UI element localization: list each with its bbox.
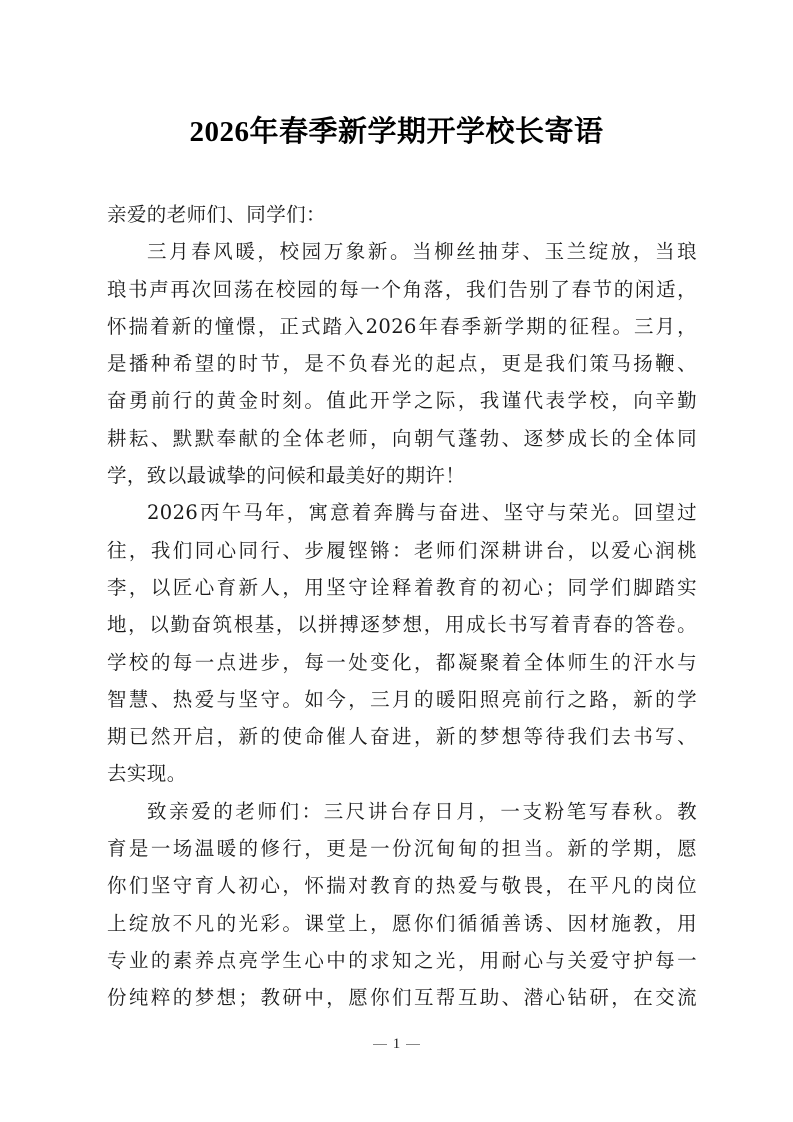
- text-line: 是播种希望的时节，是不负春光的起点，更是我们策马扬鞭、: [107, 352, 697, 376]
- text-line: 育是一场温暖的修行，更是一份沉甸甸的担当。新的学期，愿: [107, 837, 697, 861]
- text-line: 亲爱的老师们、同学们：: [107, 203, 326, 226]
- text-line: 期已然开启，新的使命催人奋进，新的梦想等待我们去书写、: [107, 725, 697, 749]
- text-line: 耕耘、默默奉献的全体老师，向朝气蓬勃、逐梦成长的全体同: [107, 426, 697, 450]
- text-line: 去实现。: [107, 762, 187, 786]
- document-body: [107, 196, 697, 1017]
- text-line: 智慧、热爱与坚守。如今，三月的暖阳照亮前行之路，新的学: [107, 687, 697, 711]
- text-line: 三月春风暖，校园万象新。当柳丝抽芽、玉兰绽放，当琅: [147, 240, 697, 264]
- text-line: 份纯粹的梦想；教研中，愿你们互帮互助、潜心钻研，在交流: [107, 986, 697, 1010]
- text-line: 专业的素养点亮学生心中的求知之光，用耐心与关爱守护每一: [107, 948, 697, 972]
- dash-left-decoration: [373, 1044, 387, 1045]
- document-title: 2026年春季新学期开学校长寄语: [189, 116, 604, 148]
- text-line: 地，以勤奋筑根基，以拼搏逐梦想，用成长书写着青春的答卷。: [107, 613, 697, 637]
- text-line: 2026丙午马年，寓意着奔腾与奋进、坚守与荣光。回望过: [147, 501, 697, 525]
- dash-right-decoration: [406, 1044, 420, 1045]
- text-line: 致亲爱的老师们：三尺讲台存日月，一支粉笔写春秋。教: [147, 799, 697, 823]
- text-line: 奋勇前行的黄金时刻。值此开学之际，我谨代表学校，向辛勤: [107, 389, 697, 413]
- page-number: 1: [392, 1036, 401, 1052]
- text-line: 怀揣着新的憧憬，正式踏入2026年春季新学期的征程。三月，: [107, 314, 697, 338]
- text-line: 学，致以最诚挚的问候和最美好的期许！: [107, 464, 466, 488]
- page-footer: [0, 1036, 793, 1053]
- text-line: 学校的每一点进步，每一处变化，都凝聚着全体师生的汗水与: [107, 650, 697, 674]
- text-line: 琅书声再次回荡在校园的每一个角落，我们告别了春节的闲适，: [107, 277, 697, 301]
- text-line: 李，以匠心育新人，用坚守诠释着教育的初心；同学们脚踏实: [107, 575, 697, 599]
- text-line: 你们坚守育人初心，怀揣对教育的热爱与敬畏，在平凡的岗位: [107, 874, 697, 898]
- text-line: 往，我们同心同行、步履铿锵：老师们深耕讲台，以爱心润桃: [107, 538, 697, 562]
- text-line: 上绽放不凡的光彩。课堂上，愿你们循循善诱、因材施教，用: [107, 911, 697, 935]
